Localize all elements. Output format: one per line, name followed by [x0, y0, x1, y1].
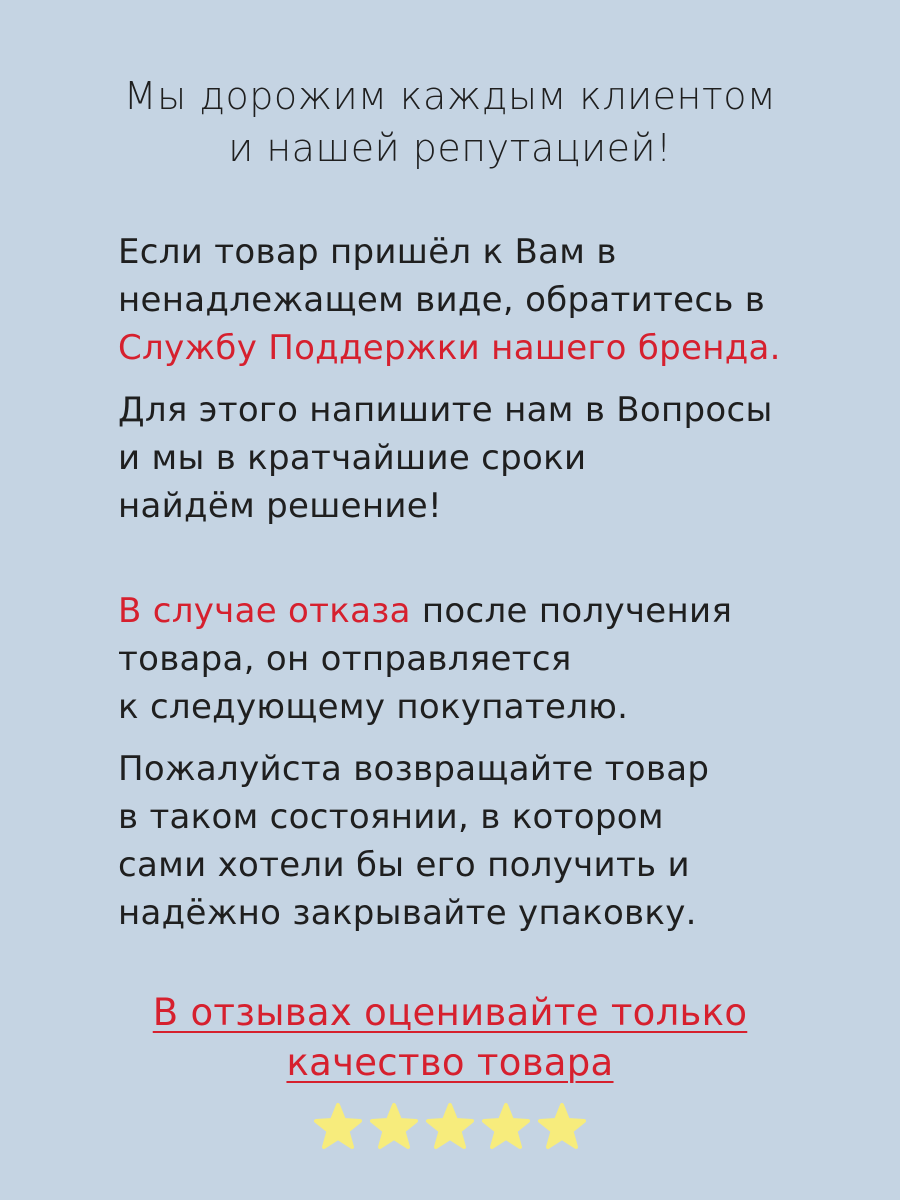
- questions-line-2: и мы в кратчайшие сроки: [118, 438, 587, 478]
- title-line-1: Мы дорожим каждым клиентом: [123, 74, 777, 118]
- support-paragraph: [118, 228, 818, 372]
- star-icon: [537, 1102, 587, 1152]
- star-icon: [481, 1102, 531, 1152]
- page-title: [0, 70, 900, 174]
- refusal-line-1: [118, 587, 818, 635]
- return-line-1: Пожалуйста возвращайте товар: [118, 749, 710, 789]
- return-line-3: сами хотели бы его получить и: [118, 845, 690, 885]
- reviews-line-1: В отзывах оценивайте только: [152, 991, 748, 1034]
- title-line-2: и нашей репутацией!: [228, 126, 672, 170]
- refusal-line-1-rest: после получения: [410, 591, 733, 631]
- star-icon: [425, 1102, 475, 1152]
- refusal-line-3: к следующему покупателю.: [118, 687, 629, 727]
- support-line-1: Если товар пришёл к Вам в: [118, 232, 617, 272]
- support-brand-highlight: Службу Поддержки нашего бренда.: [118, 328, 781, 368]
- reviews-line-2: качество товара: [286, 1041, 614, 1084]
- questions-line-3: найдём решение!: [118, 486, 442, 526]
- questions-paragraph: [118, 386, 818, 530]
- refusal-line-2: товара, он отправляется: [118, 639, 572, 679]
- questions-line-1: Для этого напишите нам в Вопросы: [118, 390, 773, 430]
- support-line-2: ненадлежащем виде, обратитесь в: [118, 280, 766, 320]
- return-line-4: надёжно закрывайте упаковку.: [118, 893, 697, 933]
- rating-stars: [0, 1102, 900, 1152]
- refusal-highlight: В случае отказа: [118, 591, 411, 631]
- star-icon: [369, 1102, 419, 1152]
- return-paragraph: [118, 745, 818, 937]
- star-icon: [313, 1102, 363, 1152]
- refusal-paragraph: [118, 587, 818, 731]
- return-line-2: в таком состоянии, в котором: [118, 797, 664, 837]
- reviews-notice: [0, 988, 900, 1088]
